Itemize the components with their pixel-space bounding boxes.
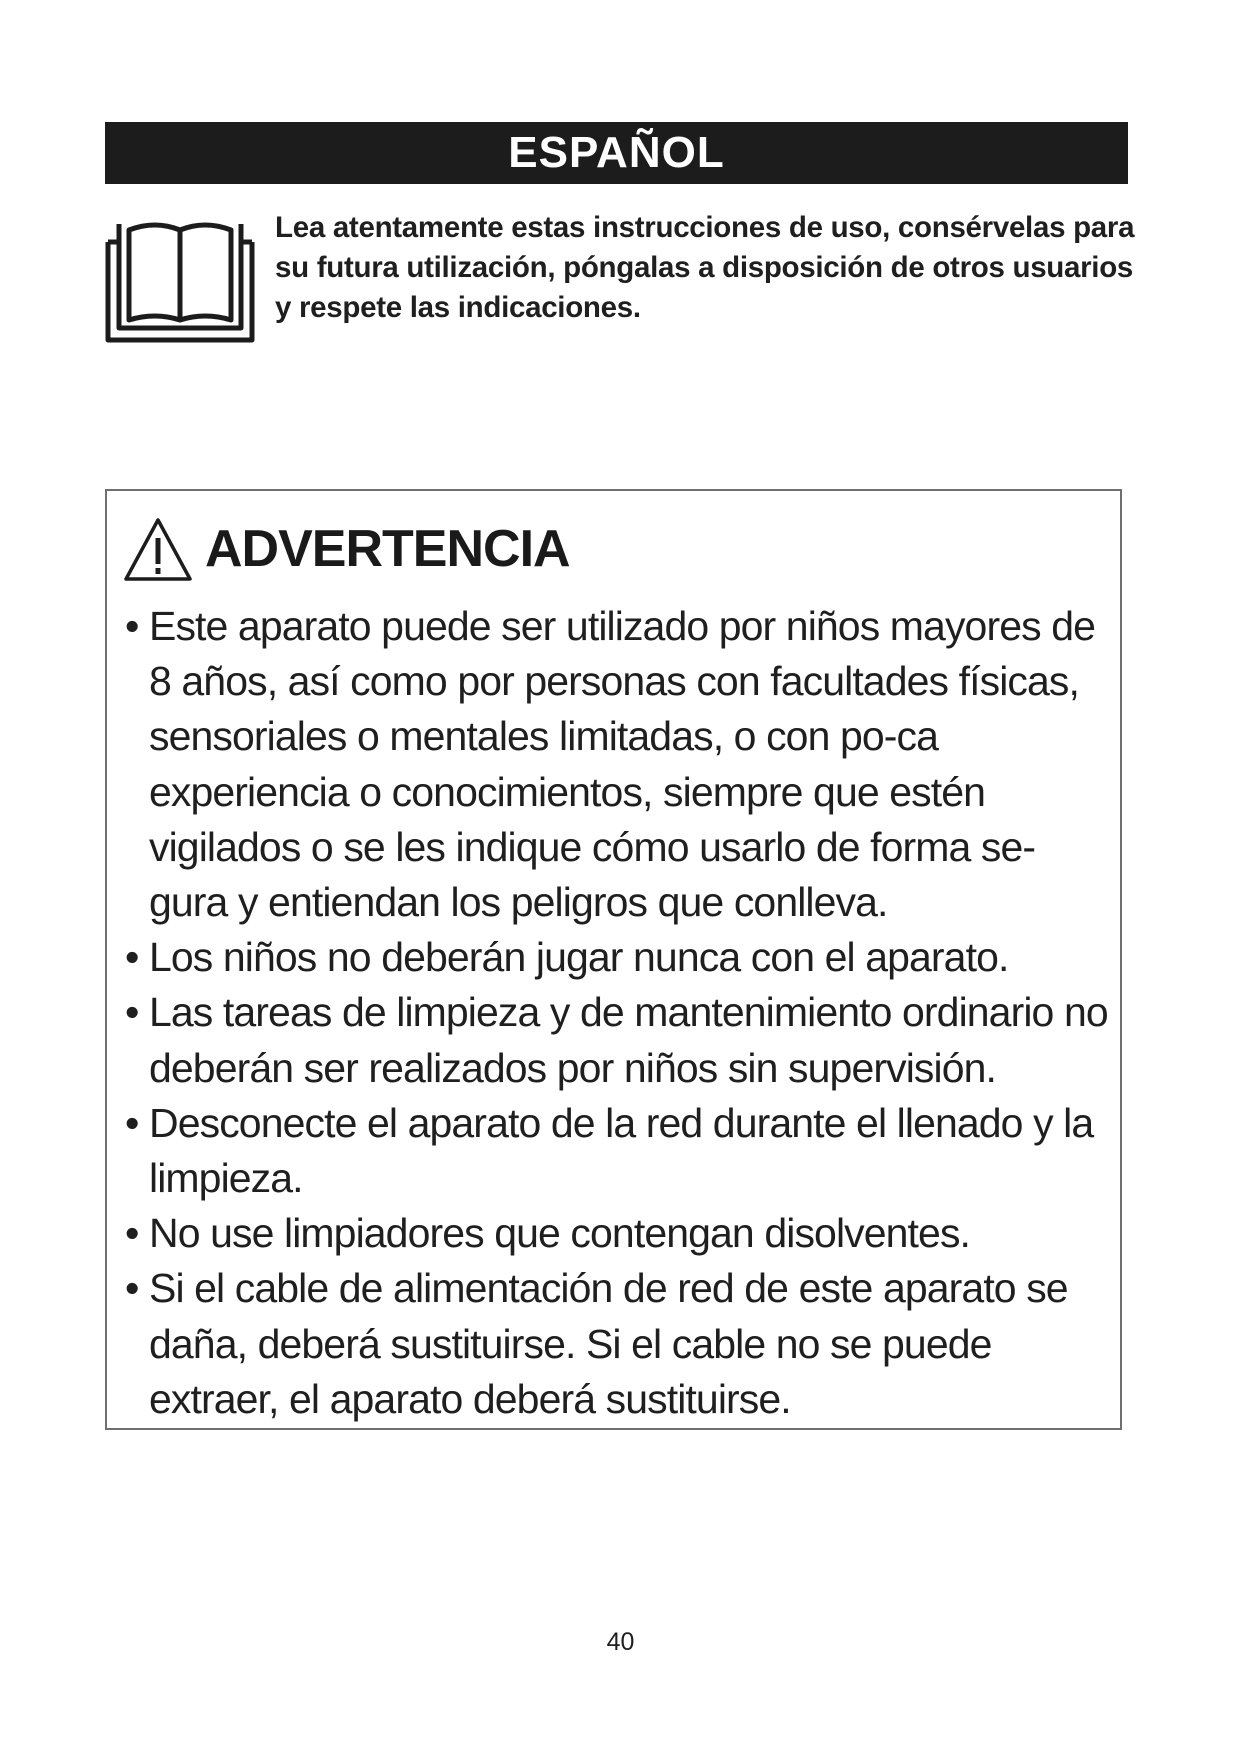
warning-item-text: Los niños no deberán jugar nunca con el aparato.: [149, 934, 1009, 981]
warning-item: [125, 1096, 1110, 1206]
warning-title: ADVERTENCIA: [205, 520, 570, 578]
warning-item-text: Este aparato puede ser utilizado por niños mayores de 8 años, así como por personas con facultades físicas, sensoriales o mentales limitadas, o con po-ca experiencia o conocimientos, siempre que estén vigilados o se les indique cómo usarlo de forma se-gura y entiendan los peligros que conlleva.: [149, 603, 1096, 926]
warning-item-text: Desconecte el aparato de la red durante el llenado y la limpieza.: [149, 1099, 1094, 1202]
warning-item: [125, 930, 1110, 985]
bullet-icon: •: [125, 1265, 139, 1312]
warning-item: [125, 1206, 1110, 1261]
page-number: 40: [606, 1628, 635, 1656]
warning-item: [125, 599, 1110, 930]
warning-item-text: Si el cable de alimentación de red de este aparato se daña, deberá sustituirse. Si el cable no se puede extraer, el aparato deberá sustituirse.: [149, 1265, 1068, 1422]
bullet-icon: •: [125, 603, 139, 649]
bullet-icon: •: [125, 934, 139, 981]
open-book-icon: [105, 212, 255, 344]
warning-box: [105, 489, 1122, 1430]
intro-text: Lea atentamente estas instrucciones de uso, consérvelas para su futura utilización, póngalas a disposición de otros usuarios y respete las indicaciones.: [275, 211, 1135, 324]
warning-item-text: No use limpiadores que contengan disolventes.: [149, 1210, 971, 1257]
warning-item-text: Las tareas de limpieza y de mantenimiento ordinario no deberán ser realizados por niños sin supervisión.: [149, 989, 1108, 1091]
warning-item: [125, 1261, 1110, 1427]
language-header: [105, 122, 1128, 184]
warning-header: [123, 509, 570, 589]
bullet-icon: •: [125, 1210, 139, 1257]
warning-item: [125, 985, 1110, 1095]
bullet-icon: •: [125, 989, 139, 1036]
bullet-icon: •: [125, 1099, 139, 1146]
warning-list: [125, 599, 1110, 1427]
warning-triangle-icon: [123, 516, 193, 582]
language-title: ESPAÑOL: [508, 128, 725, 177]
